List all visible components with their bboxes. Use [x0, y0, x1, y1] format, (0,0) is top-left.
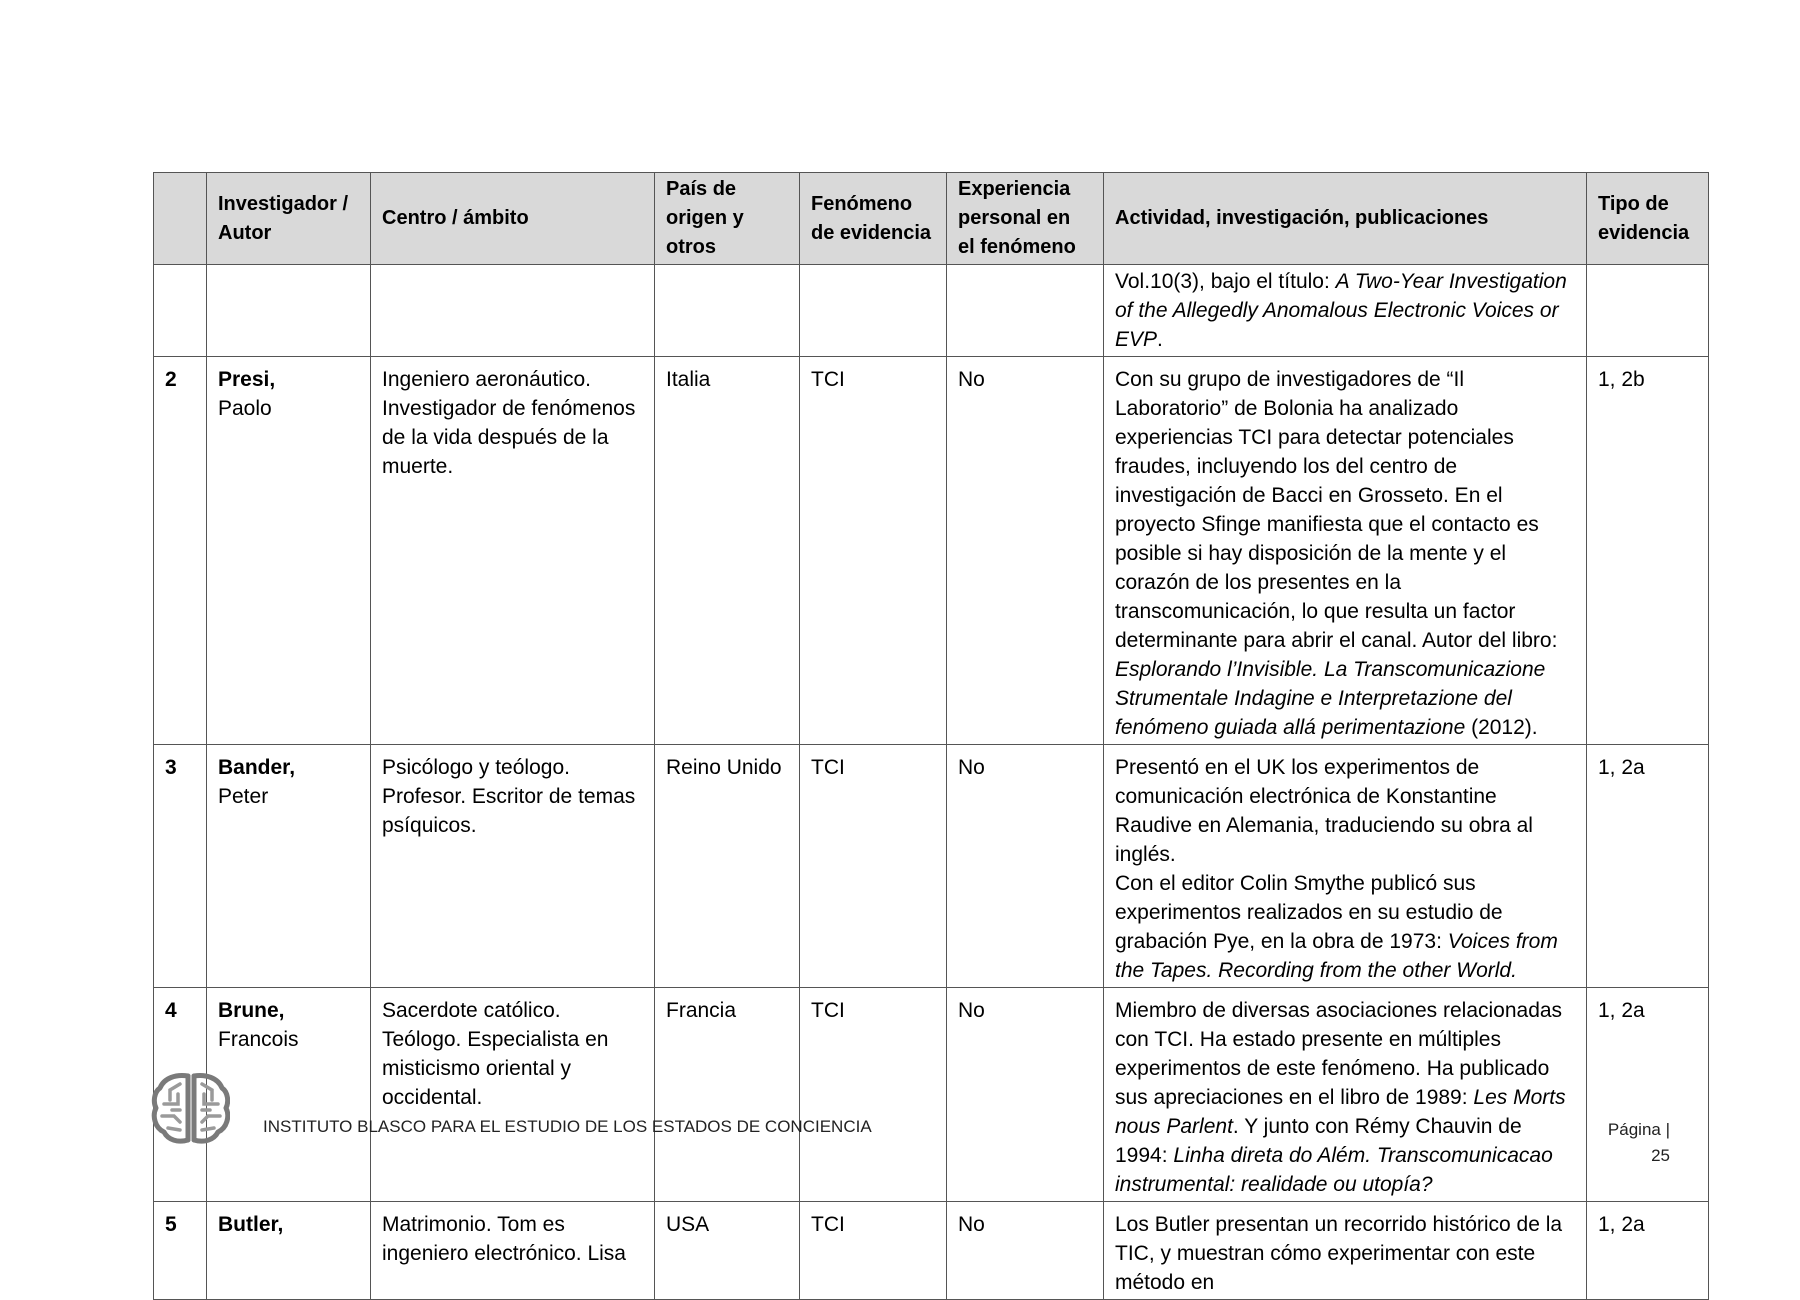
author-surname: Brune,: [218, 999, 285, 1022]
activity-text: Vol.10(3), bajo el título:: [1115, 270, 1336, 293]
author-cell: [207, 1202, 371, 1300]
tipo-cell: 1, 2a: [1587, 988, 1709, 1202]
brain-maze-icon: [150, 1070, 230, 1146]
fenomeno-cell: TCI: [800, 988, 947, 1202]
row-number: 2: [154, 357, 207, 745]
author-surname: Presi,: [218, 368, 276, 391]
activity-text: Presentó en el UK los experimentos de comunicación electrónica de Konstantine Raudive en Alemania, traduciendo su obra al inglés.: [1115, 756, 1533, 866]
header-fenomeno: Fenómeno de evidencia: [800, 173, 947, 265]
fenomeno-cell: TCI: [800, 357, 947, 745]
activity-text: Con su grupo de investigadores de “Il Laboratorio” de Bolonia ha analizado experiencias TCI para detectar potenciales fraudes, incluyendo los del centro de investigación de Bacci en Grosseto. En el proyecto Sfinge manifiesta que el contacto es posible si hay disposición de la mente y el corazón de los presentes en la transcomunicación, lo que resulta un factor determinante para abrir el canal. Autor del libro:: [1115, 368, 1558, 652]
table-cell: [1104, 265, 1587, 357]
centro-cell: Psicólogo y teólogo. Profesor. Escritor de temas psíquicos.: [371, 745, 655, 988]
author-cell: [207, 745, 371, 988]
pais-cell: Reino Unido: [655, 745, 800, 988]
header-investigador: Investigador / Autor: [207, 173, 371, 265]
table-row: [154, 265, 1709, 357]
author-given-name: Paolo: [218, 397, 272, 420]
centro-cell: Sacerdote católico. Teólogo. Especialista en misticismo oriental y occidental.: [371, 988, 655, 1202]
pais-cell: USA: [655, 1202, 800, 1300]
activity-text: Con el editor Colin Smythe publicó sus experimentos realizados en su estudio de grabación Pye, en la obra de 1973:: [1115, 872, 1503, 953]
activity-title-text: Les Morts nous Parlent: [1115, 1086, 1566, 1138]
table-row: [154, 745, 1709, 988]
fenomeno-cell: TCI: [800, 745, 947, 988]
activity-title-text: Voices from the Tapes. Recording from the other World.: [1115, 930, 1558, 982]
table-row: [154, 357, 1709, 745]
page-number: [1590, 1117, 1670, 1169]
table-cell: [655, 265, 800, 357]
header-pais: País de origen y otros: [655, 173, 800, 265]
row-number: 4: [154, 988, 207, 1202]
header-experiencia: Experiencia personal en el fenómeno: [947, 173, 1104, 265]
author-given-name: Francois: [218, 1028, 299, 1051]
actividad-cell: [1104, 357, 1587, 745]
author-surname: Butler,: [218, 1213, 284, 1236]
pais-cell: Italia: [655, 357, 800, 745]
activity-text: .: [1157, 328, 1163, 351]
activity-text: . Y junto con Rémy Chauvin de 1994:: [1115, 1115, 1522, 1167]
activity-text: Los Butler presentan un recorrido histórico de la TIC, y muestran cómo experimentar con este método en: [1115, 1213, 1563, 1294]
author-cell: [207, 988, 371, 1202]
page-number-value: 25: [1651, 1146, 1670, 1165]
actividad-cell: [1104, 1202, 1587, 1300]
experiencia-cell: No: [947, 745, 1104, 988]
page-label: Página |: [1607, 1120, 1670, 1139]
author-given-name: Peter: [218, 785, 269, 808]
header-centro: Centro / ámbito: [371, 173, 655, 265]
activity-title-text: Linha direta do Além. Transcomunicacao instrumental: realidade ou utopía?: [1115, 1144, 1553, 1196]
centro-cell: Matrimonio. Tom es ingeniero electrónico. Lisa: [371, 1202, 655, 1300]
activity-title-text: Esplorando l’Invisible. La Transcomunicazione Strumentale Indagine e Interpretazione del fenómeno guiada allá perimentazione: [1115, 658, 1546, 739]
table-header: [154, 173, 1709, 265]
pais-cell: Francia: [655, 988, 800, 1202]
activity-text: (2012).: [1465, 716, 1538, 739]
footer-institute-name: INSTITUTO BLASCO PARA EL ESTUDIO DE LOS ESTADOS DE CONCIENCIA: [263, 1117, 872, 1136]
actividad-cell: [1104, 745, 1587, 988]
author-surname: Bander,: [218, 756, 296, 779]
table-cell: [371, 265, 655, 357]
table-cell: [800, 265, 947, 357]
tipo-cell: 1, 2a: [1587, 1202, 1709, 1300]
author-cell: [207, 357, 371, 745]
table-cell: [207, 265, 371, 357]
table-cell: [154, 265, 207, 357]
centro-cell: Ingeniero aeronáutico. Investigador de fenómenos de la vida después de la muerte.: [371, 357, 655, 745]
table-row: [154, 988, 1709, 1202]
experiencia-cell: No: [947, 357, 1104, 745]
row-number: 3: [154, 745, 207, 988]
table-cell: [1587, 265, 1709, 357]
activity-title-text: A Two-Year Investigation of the Allegedly Anomalous Electronic Voices or EVP: [1115, 270, 1567, 351]
fenomeno-cell: TCI: [800, 1202, 947, 1300]
experiencia-cell: No: [947, 1202, 1104, 1300]
header-number: [154, 173, 207, 265]
header-actividad: Actividad, investigación, publicaciones: [1104, 173, 1587, 265]
table-cell: [947, 265, 1104, 357]
tipo-cell: 1, 2a: [1587, 745, 1709, 988]
activity-text: Miembro de diversas asociaciones relacionadas con TCI. Ha estado presente en múltiples experimentos de este fenómeno. Ha publicado sus apreciaciones en el libro de 1989:: [1115, 999, 1563, 1109]
actividad-cell: [1104, 988, 1587, 1202]
experiencia-cell: No: [947, 988, 1104, 1202]
row-number: 5: [154, 1202, 207, 1300]
tipo-cell: 1, 2b: [1587, 357, 1709, 745]
table-row: [154, 1202, 1709, 1300]
header-tipo: Tipo de evidencia: [1587, 173, 1709, 265]
